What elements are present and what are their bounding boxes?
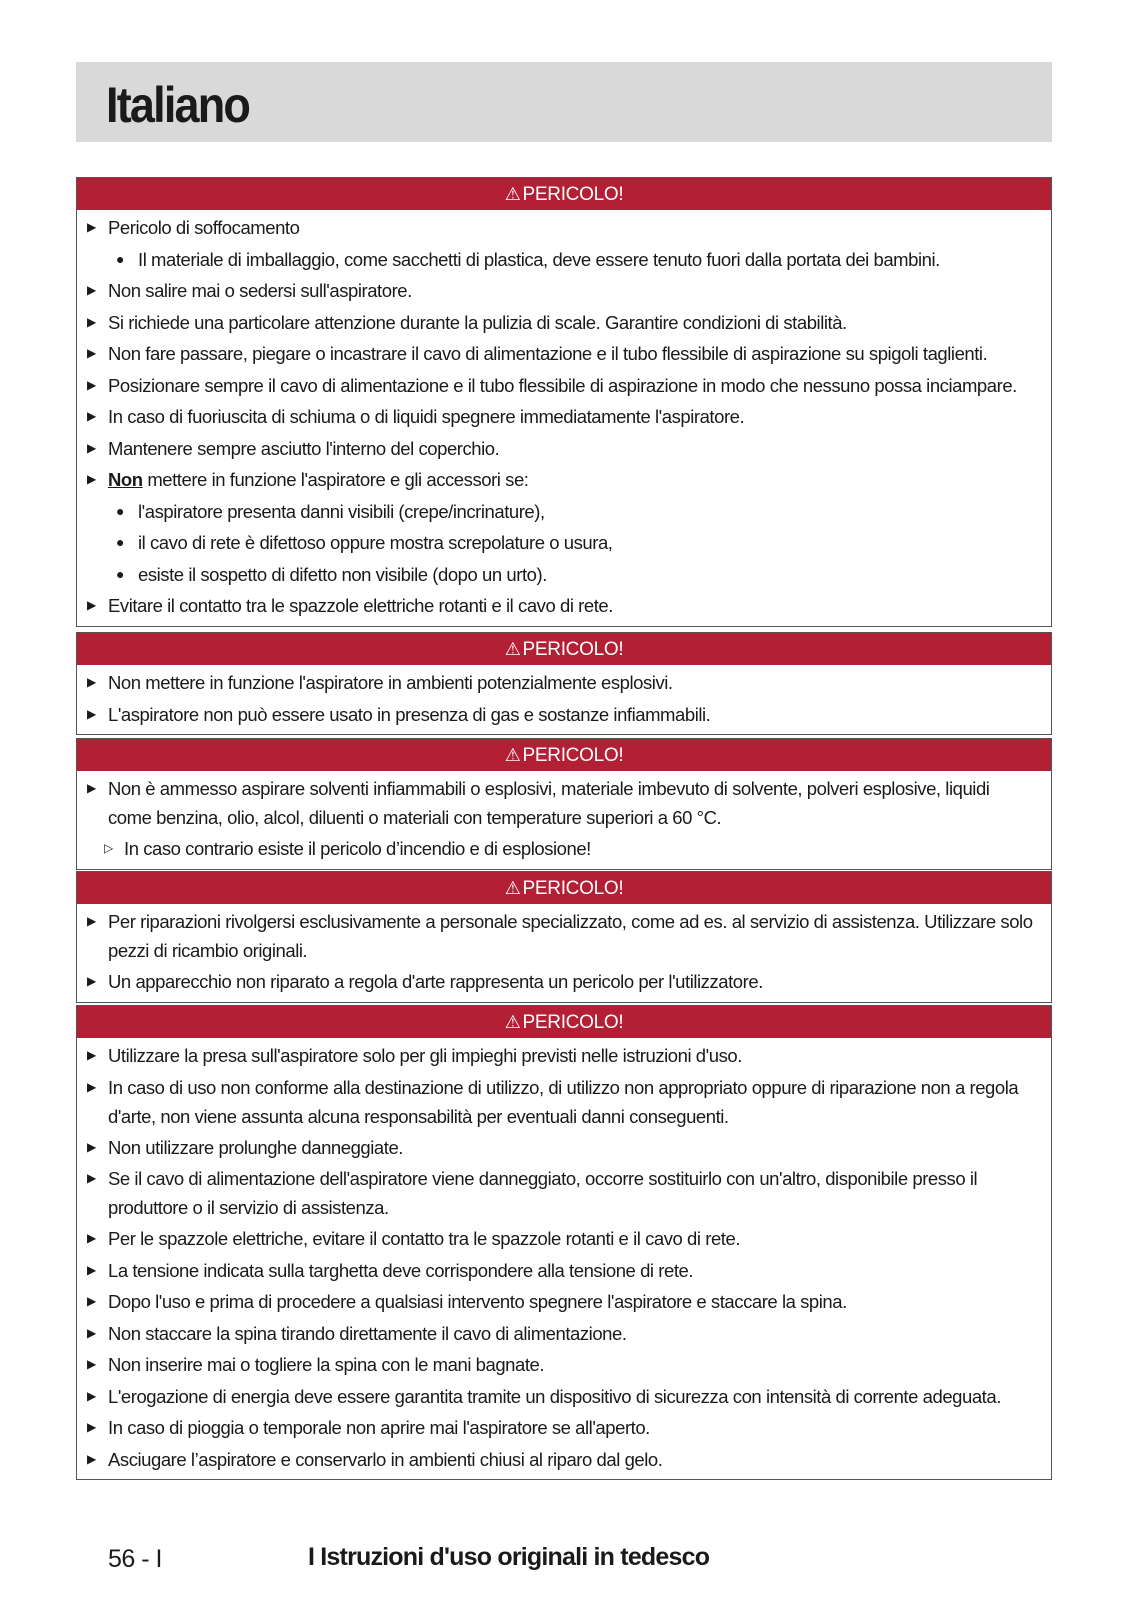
arrow-right-icon: ▶ [87, 1231, 96, 1245]
warning-triangle-icon: ⚠ [504, 639, 521, 659]
danger-title: PERICOLO! [522, 878, 624, 899]
instruction-item [77, 275, 1051, 307]
item-text: L'aspiratore non può essere usato in presenza di gas e sostanze infiammabili. [108, 703, 711, 725]
item-text: l'aspiratore presenta danni visibili (crepe/incrinature), [138, 500, 545, 522]
arrow-right-icon: ▶ [87, 1420, 96, 1434]
danger-box-flammable-solvents [76, 738, 1052, 870]
danger-header [77, 739, 1051, 771]
arrow-right-icon: ▶ [87, 706, 96, 721]
arrow-right-icon: ▶ [87, 440, 96, 455]
danger-box-suffocation [76, 177, 1052, 627]
arrow-right-icon: ▶ [87, 1294, 96, 1308]
item-text: Dopo l'uso e prima di procedere a qualsiasi intervento spegnere l'aspiratore e staccare la spina. [108, 1291, 847, 1312]
bullet-dot-icon: ● [116, 502, 125, 519]
arrow-right-icon: ▶ [87, 1171, 96, 1185]
warning-triangle-icon: ⚠ [504, 184, 521, 204]
instruction-item [77, 1412, 1051, 1444]
item-text: Non è ammesso aspirare solventi infiammabili o esplosivi, materiale imbevuto di solvente, polveri esplosive, liquidi come benzina, olio, alcol, diluenti o materiali con temperature superiori a 60 °C. [108, 778, 990, 828]
arrow-right-icon: ▶ [87, 346, 96, 360]
danger-list [77, 665, 1051, 734]
danger-header [77, 1006, 1051, 1038]
instruction-item [77, 1255, 1051, 1287]
warning-triangle-icon: ⚠ [504, 745, 521, 765]
item-text: Non utilizzare prolunghe danneggiate. [108, 1136, 403, 1158]
instruction-item [77, 590, 1051, 622]
instruction-item [77, 401, 1051, 433]
danger-list [77, 771, 1051, 869]
instruction-item [77, 773, 1051, 833]
bullet-dot-icon: ● [116, 534, 125, 550]
item-text: Si richiede una particolare attenzione durante la pulizia di scale. Garantire condizioni di stabilità. [108, 311, 847, 333]
page-number: 56 - I [108, 1545, 162, 1573]
instruction-item [77, 212, 1051, 244]
arrow-right-icon: ▶ [87, 472, 96, 486]
instruction-item [77, 667, 1051, 699]
bullet-dot-icon: ● [116, 565, 125, 582]
arrow-right-icon: ▶ [87, 781, 96, 795]
danger-title: PERICOLO! [522, 639, 624, 660]
instruction-item [77, 1163, 1051, 1223]
instruction-item [77, 1223, 1051, 1255]
bullet-item [77, 527, 1051, 559]
item-text: Non mettere in funzione l'aspiratore in ambienti potenzialmente esplosivi. [108, 672, 673, 693]
instruction-item [77, 1132, 1051, 1164]
arrow-right-icon: ▶ [87, 598, 96, 612]
item-text: In caso di pioggia o temporale non aprire mai l'aspiratore se all'aperto. [108, 1417, 650, 1438]
arrow-right-icon: ▶ [87, 409, 96, 423]
item-text: il cavo di rete è difettoso oppure mostra screpolature o usura, [138, 532, 613, 553]
instruction-item [77, 699, 1051, 731]
danger-list [77, 210, 1051, 626]
arrow-right-icon: ▶ [87, 1357, 96, 1371]
item-text: Per le spazzole elettriche, evitare il contatto tra le spazzole rotanti e il cavo di rete. [108, 1228, 741, 1249]
danger-header [77, 178, 1051, 210]
item-text: In caso di fuoriuscita di schiuma o di liquidi spegnere immediatamente l'aspiratore. [108, 406, 745, 427]
arrow-right-icon: ▶ [87, 675, 96, 689]
instruction-item [77, 464, 1051, 496]
bullet-item [77, 496, 1051, 528]
instruction-item [77, 370, 1051, 402]
instruction-item [77, 1286, 1051, 1318]
arrow-right-icon: ▶ [87, 1048, 96, 1062]
instruction-item [77, 1349, 1051, 1381]
danger-header [77, 872, 1051, 904]
item-text: La tensione indicata sulla targhetta deve corrispondere alla tensione di rete. [108, 1259, 694, 1281]
arrow-right-icon: ▶ [87, 1079, 96, 1094]
danger-header [77, 633, 1051, 665]
item-text: Il materiale di imballaggio, come sacchetti di plastica, deve essere tenuto fuori dalla portata dei bambini. [138, 248, 940, 270]
item-text: Per riparazioni rivolgersi esclusivamente a personale specializzato, come ad es. al servizio di assistenza. Utilizzare solo pezzi di ricambio originali. [108, 911, 1033, 961]
item-text: Non staccare la spina tirando direttamente il cavo di alimentazione. [108, 1322, 627, 1344]
item-text: Non salire mai o sedersi sull'aspiratore. [108, 280, 412, 301]
item-text: esiste il sospetto di difetto non visibile (dopo un urto). [138, 563, 547, 585]
result-arrow-icon: ▷ [104, 841, 113, 855]
danger-title: PERICOLO! [522, 1012, 624, 1033]
item-text: Mantenere sempre asciutto l'interno del coperchio. [108, 437, 500, 459]
danger-box-electrical [76, 1005, 1052, 1480]
bullet-item [77, 559, 1051, 591]
page-title: Italiano [106, 77, 250, 133]
item-text: In caso contrario esiste il pericolo d’incendio e di esplosione! [124, 838, 591, 859]
arrow-right-icon: ▶ [87, 914, 96, 928]
danger-box-explosive-environment [76, 632, 1052, 735]
arrow-right-icon: ▶ [87, 283, 96, 297]
item-text: Utilizzare la presa sull'aspiratore solo per gli impieghi previsti nelle istruzioni d'uso. [108, 1045, 742, 1066]
footer-title: I Istruzioni d'uso originali in tedesco [308, 1543, 710, 1571]
item-text: mettere in funzione l'aspiratore e gli accessori se: [142, 469, 529, 490]
item-text: Asciugare l’aspiratore e conservarlo in ambienti chiusi al riparo dal gelo. [108, 1448, 663, 1470]
bullet-item [77, 244, 1051, 276]
item-text: Evitare il contatto tra le spazzole elettriche rotanti e il cavo di rete. [108, 595, 613, 616]
arrow-right-icon: ▶ [87, 1325, 96, 1340]
item-text: Non inserire mai o togliere la spina con le mani bagnate. [108, 1354, 545, 1375]
instruction-item [77, 307, 1051, 339]
arrow-right-icon: ▶ [87, 377, 96, 392]
arrow-right-icon: ▶ [87, 314, 96, 329]
item-text: Posizionare sempre il cavo di alimentazione e il tubo flessibile di aspirazione in modo che nessuno possa inciampare. [108, 374, 1017, 396]
danger-list [77, 904, 1051, 1002]
emphasis-text: Non [108, 469, 143, 490]
language-header [76, 62, 1052, 142]
result-item [77, 833, 1051, 865]
item-text: Un apparecchio non riparato a regola d'arte rappresenta un pericolo per l'utilizzatore. [108, 971, 763, 992]
arrow-right-icon: ▶ [87, 1451, 96, 1466]
instruction-item [77, 906, 1051, 966]
arrow-right-icon: ▶ [87, 220, 96, 234]
instruction-item [77, 1040, 1051, 1072]
bullet-dot-icon: ● [116, 250, 125, 267]
arrow-right-icon: ▶ [87, 1262, 96, 1277]
instruction-item [77, 1318, 1051, 1350]
item-text: Non fare passare, piegare o incastrare il cavo di alimentazione e il tubo flessibile di aspirazione su spigoli taglienti. [108, 343, 988, 364]
item-text: L'erogazione di energia deve essere garantita tramite un dispositivo di sicurezza con intensità di corrente adeguata. [108, 1385, 1001, 1407]
item-text: Se il cavo di alimentazione dell'aspiratore viene danneggiato, occorre sostituirlo con un'altro, disponibile presso il produttore o il servizio di assistenza. [108, 1168, 978, 1218]
instruction-item [77, 966, 1051, 998]
arrow-right-icon: ▶ [87, 1388, 96, 1403]
instruction-item [77, 433, 1051, 465]
danger-title: PERICOLO! [522, 745, 624, 766]
instruction-item [77, 1381, 1051, 1413]
item-text: Pericolo di soffocamento [108, 217, 300, 238]
instruction-item [77, 1072, 1051, 1132]
instruction-item [77, 1444, 1051, 1476]
danger-list [77, 1038, 1051, 1479]
danger-box-repairs [76, 871, 1052, 1003]
warning-triangle-icon: ⚠ [504, 1012, 521, 1032]
danger-title: PERICOLO! [522, 184, 624, 205]
warning-triangle-icon: ⚠ [504, 878, 521, 898]
arrow-right-icon: ▶ [87, 1139, 96, 1154]
arrow-right-icon: ▶ [87, 974, 96, 988]
item-text: In caso di uso non conforme alla destinazione di utilizzo, di utilizzo non appropriato oppure di riparazione non a regola d'arte, non viene assunta alcuna responsabilità per eventuali danni conseguenti. [108, 1076, 1019, 1127]
instruction-item [77, 338, 1051, 370]
